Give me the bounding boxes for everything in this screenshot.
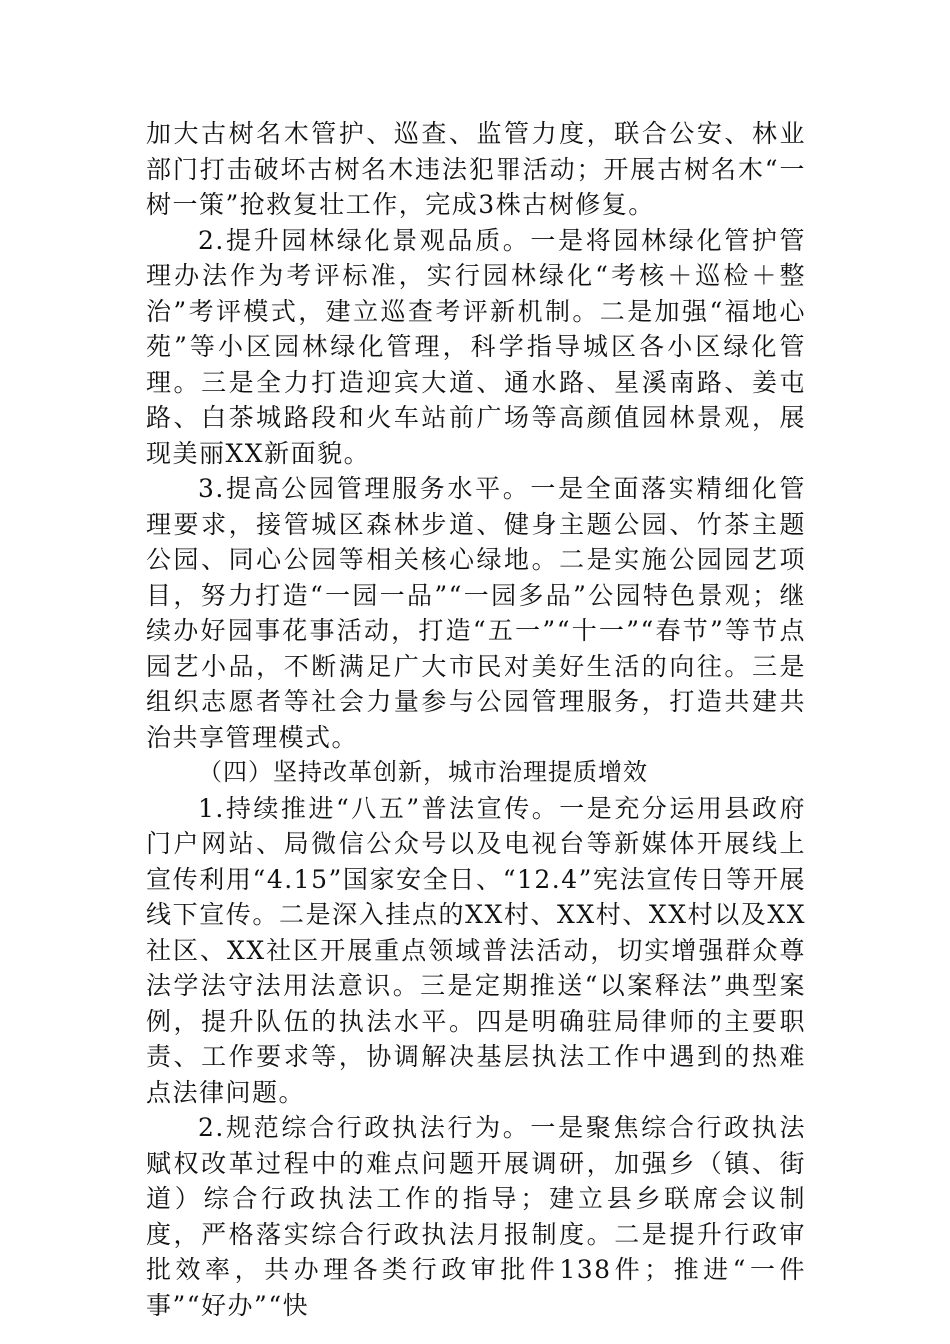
paragraph-park-management: 3.提高公园管理服务水平。一是全面落实精细化管理要求，接管城区森林步道、健身主题公园、竹茶主题公园、同心公园等相关核心绿地。二是实施公园园艺项目，努力打造“一园一品”“一园多品”公园特色景观；继续办好园事花事活动，打造“五一”“十一”“春节”等节点园艺小品，不断满足广大市民对美好生活的向往。三是组织志愿者等社会力量参与公园管理服务，打造共建共治共享管理模式。 [146,474,806,752]
paragraph-law-publicity: 1.持续推进“八五”普法宣传。一是充分运用县政府门户网站、局微信公众号以及电视台等新媒体开展线上宣传利用“4.15”国家安全日、“12.4”宪法宣传日等开展线下宣传。二是深入挂点的XX村、XX村、XX村以及XX社区、XX社区开展重点领域普法活动，切实增强群众尊法学法守法用法意识。三是定期推送“以案释法”典型案例，提升队伍的执法水平。四是明确驻局律师的主要职责、工作要求等，协调解决基层执法工作中遇到的热难点法律问题。 [146,793,806,1107]
document-page [146,116,806,1323]
section-heading: （四）坚持改革创新，城市治理提质增效 [198,758,648,786]
paragraph-continued: 加大古树名木管护、巡查、监管力度，联合公安、林业部门打击破坏古树名木违法犯罪活动；开展古树名木“一树一策”抢救复壮工作，完成3株古树修复。 [146,119,806,219]
paragraph-law-enforcement: 2.规范综合行政执法行为。一是聚焦综合行政执法赋权改革过程中的难点问题开展调研，加强乡（镇、街道）综合行政执法工作的指导；建立县乡联席会议制度，严格落实综合行政执法月报制度。二是提升行政审批效率，共办理各类行政审批件138件；推进“一件事”“好办”“快 [146,1113,806,1320]
paragraph-landscape-quality: 2.提升园林绿化景观品质。一是将园林绿化管护管理办法作为考评标准，实行园林绿化“考核＋巡检＋整治”考评模式，建立巡查考评新机制。二是加强“福地心苑”等小区园林绿化管理，科学指导城区各小区绿化管理。三是全力打造迎宾大道、通水路、星溪南路、姜屯路、白茶城路段和火车站前广场等高颜值园林景观，展现美丽XX新面貌。 [146,225,806,468]
